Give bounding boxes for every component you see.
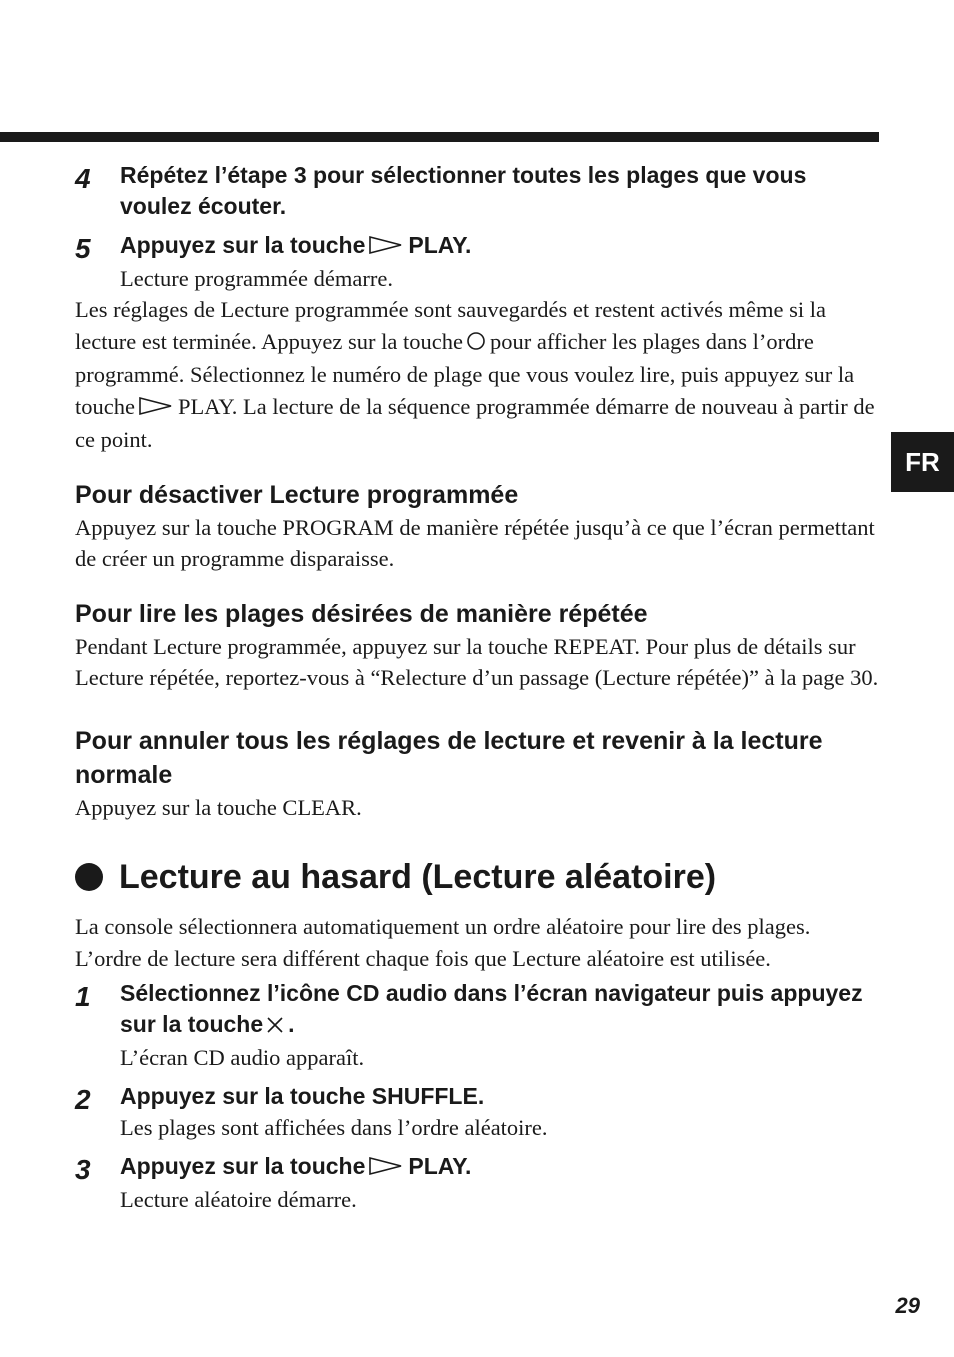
step-title-text: Appuyez sur la touche bbox=[120, 232, 366, 258]
language-tab-label: FR bbox=[905, 446, 940, 477]
section-heading-text: Lecture au hasard (Lecture aléatoire) bbox=[119, 858, 717, 896]
language-tab bbox=[891, 432, 954, 492]
subheading: Pour annuler tous les réglages de lecture et revenir à la lecture normale bbox=[75, 726, 823, 789]
play-triangle-icon bbox=[368, 232, 404, 263]
paragraph-text: pour afficher les plages dans l’ordre programmé. Sélectionnez le numéro de plage que vous voulez lire, puis appuyez sur la touche bbox=[75, 328, 855, 419]
program-note bbox=[75, 294, 880, 456]
step-2 bbox=[75, 1081, 880, 1143]
section-intro: La console sélectionnera automatiquement un ordre aléatoire pour lire des plages. L’ordre de lecture sera différent chaque fois que Lecture aléatoire est utilisée. bbox=[75, 914, 811, 971]
play-triangle-icon bbox=[368, 1153, 404, 1184]
circle-button-icon bbox=[466, 328, 486, 360]
subheading: Pour désactiver Lecture programmée bbox=[75, 480, 519, 509]
header-rule bbox=[0, 132, 879, 142]
step-description: Lecture programmée démarre. bbox=[120, 266, 393, 291]
step-description: L’écran CD audio apparaît. bbox=[120, 1045, 365, 1070]
subsection-text: Pendant Lecture programmée, appuyez sur la touche REPEAT. Pour plus de détails sur Lecture répétée, reportez-vous à “Relecture d’un passage (Lecture répétée)” à la page 30. bbox=[75, 633, 879, 690]
step-title-text: . bbox=[288, 1011, 295, 1037]
step-number: 1 bbox=[75, 981, 91, 1012]
step-number: 3 bbox=[75, 1154, 91, 1185]
page-number: 29 bbox=[895, 1293, 920, 1318]
step-title-text: PLAY. bbox=[408, 1153, 472, 1179]
cross-button-icon bbox=[266, 1011, 284, 1042]
step-title-text: Sélectionnez l’icône CD audio dans l’écran navigateur puis appuyez sur la touche bbox=[120, 980, 863, 1037]
step-3 bbox=[75, 1151, 880, 1215]
page-content bbox=[75, 160, 880, 1215]
step-title-text: PLAY. bbox=[408, 232, 472, 258]
subsection-text: Appuyez sur la touche CLEAR. bbox=[75, 794, 362, 820]
step-title: Répétez l’étape 3 pour sélectionner toutes les plages que vous voulez écouter. bbox=[120, 162, 807, 219]
step-5 bbox=[75, 230, 880, 294]
paragraph-text: Les réglages de Lecture programmée sont sauvegardés et restent activés même si la lecture est terminée. Appuyez sur la touche bbox=[75, 297, 826, 354]
step-description: Les plages sont affichées dans l’ordre aléatoire. bbox=[120, 1115, 548, 1140]
step-title: Appuyez sur la touche SHUFFLE. bbox=[120, 1083, 485, 1109]
step-description: Lecture aléatoire démarre. bbox=[120, 1187, 357, 1212]
subheading: Pour lire les plages désirées de manière répétée bbox=[75, 599, 648, 628]
play-triangle-icon bbox=[138, 393, 174, 425]
paragraph-text: PLAY. La lecture de la séquence programmée démarre de nouveau à partir de ce point. bbox=[75, 393, 875, 452]
step-1 bbox=[75, 978, 880, 1073]
step-4 bbox=[75, 160, 880, 222]
section-heading bbox=[75, 857, 880, 897]
section-bullet-icon bbox=[75, 863, 103, 891]
step-title bbox=[120, 978, 880, 1042]
step-number: 5 bbox=[75, 233, 91, 264]
step-number: 2 bbox=[75, 1084, 91, 1115]
step-number: 4 bbox=[75, 163, 91, 194]
step-title-text: Appuyez sur la touche bbox=[120, 1153, 366, 1179]
step-title bbox=[120, 230, 880, 263]
subsection-text: Appuyez sur la touche PROGRAM de manière répétée jusqu’à ce que l’écran permettant de créer un programme disparaisse. bbox=[75, 514, 875, 571]
step-title bbox=[120, 1151, 880, 1184]
